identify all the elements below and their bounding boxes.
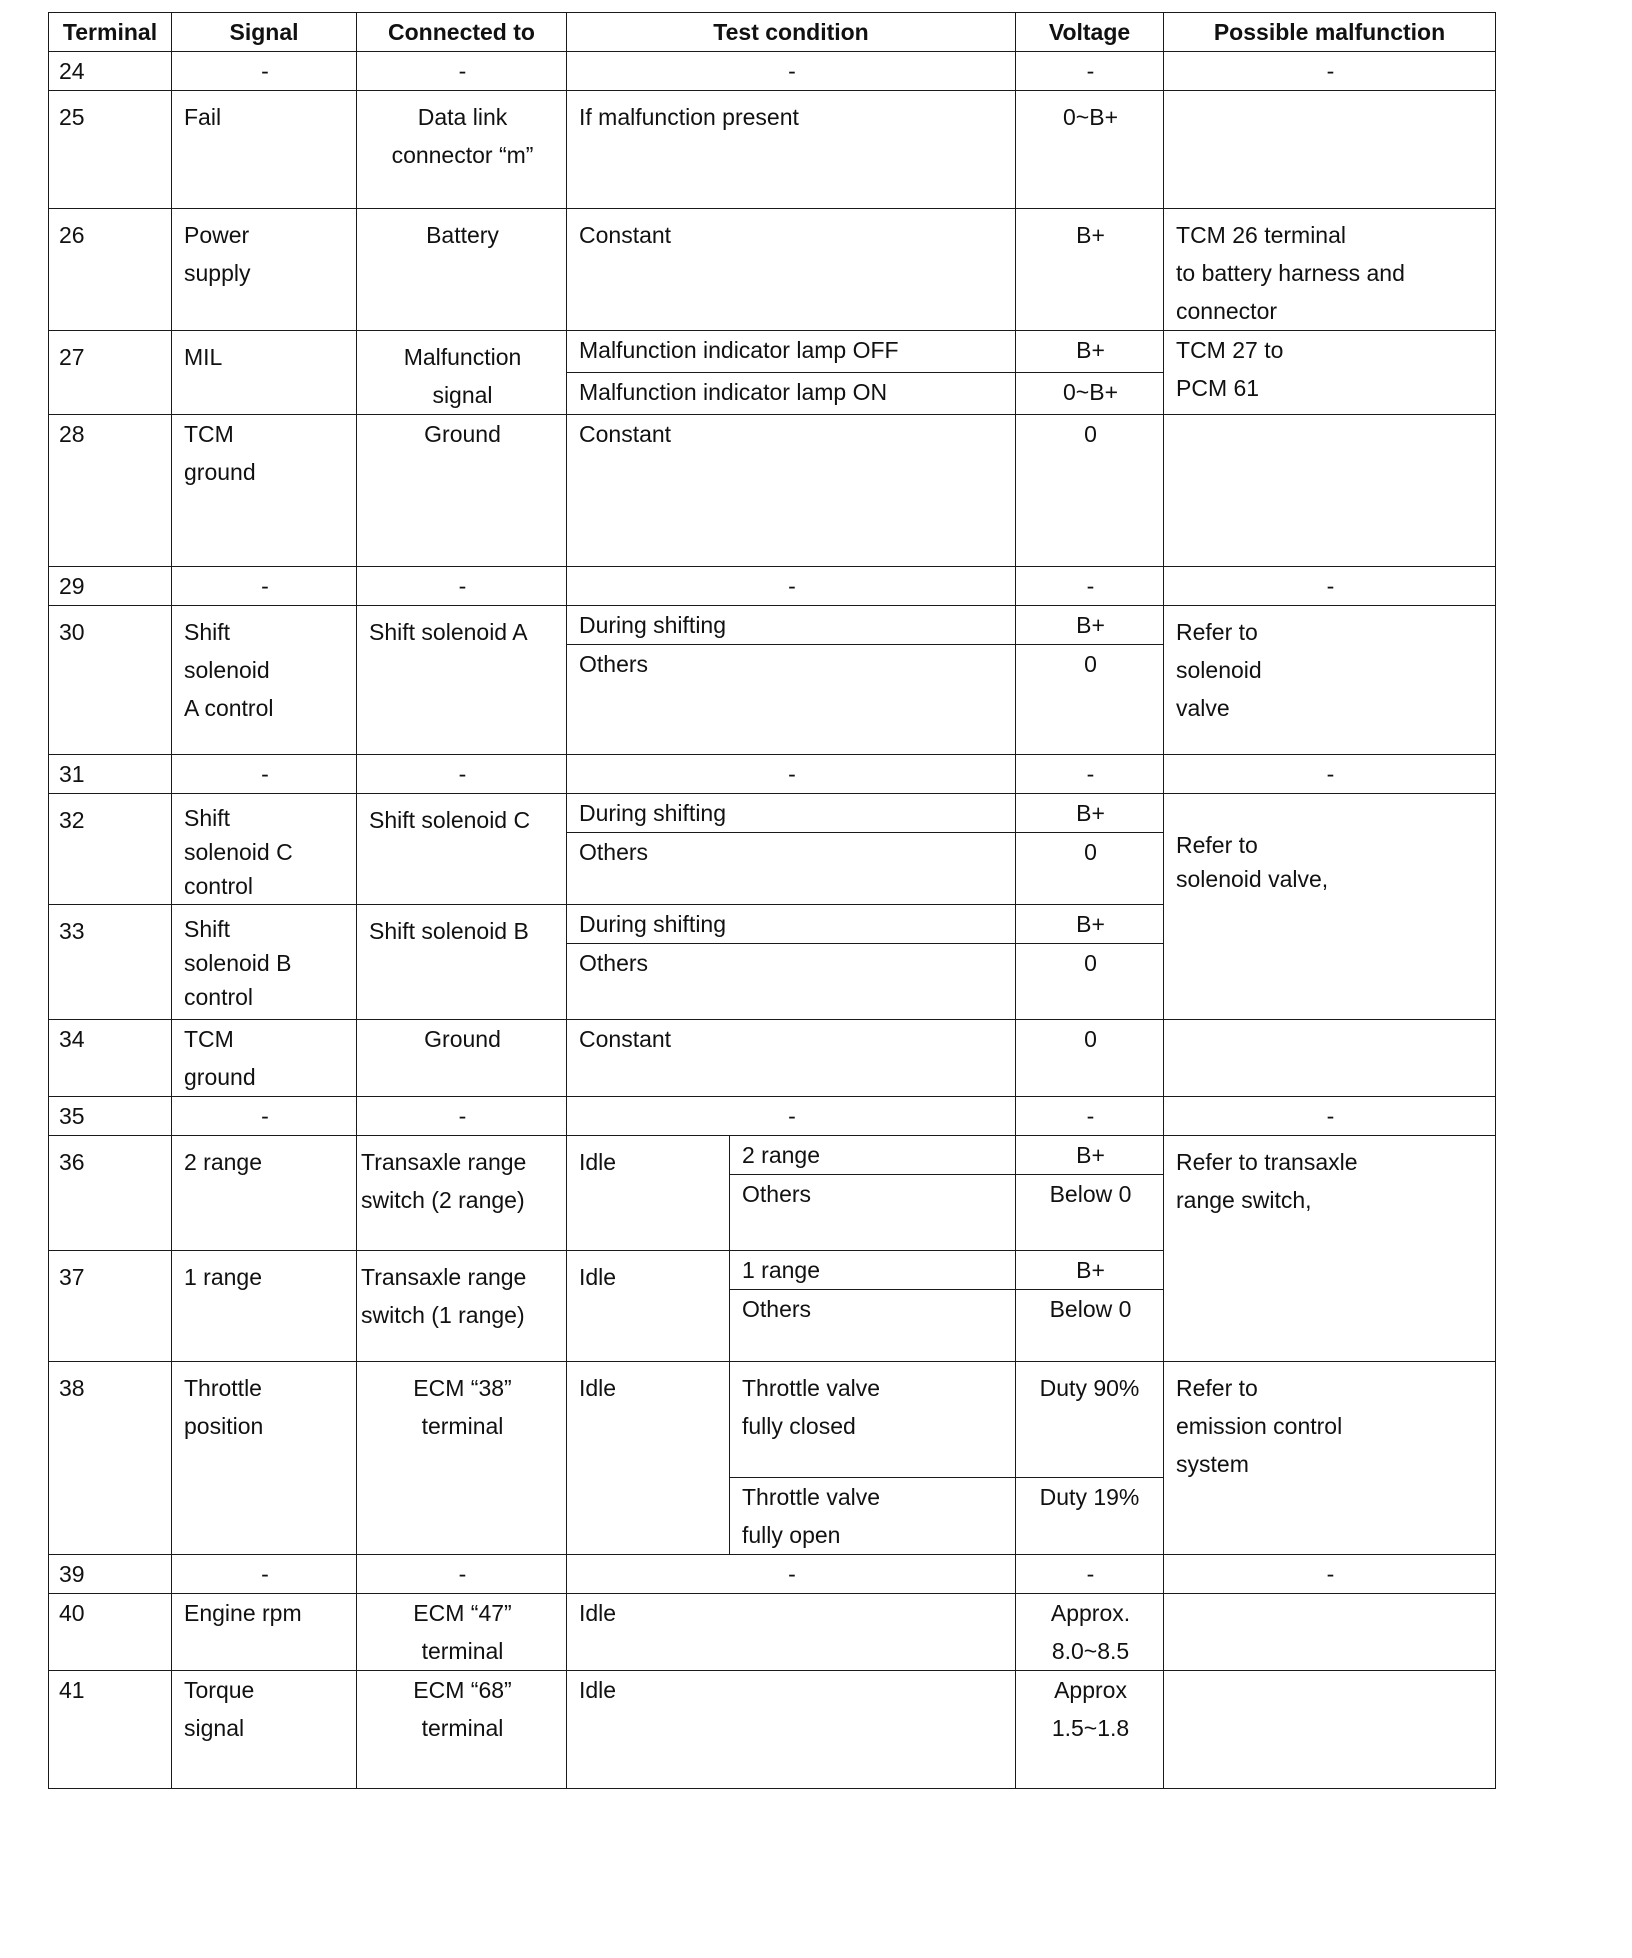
malfunction-cell: Refer to transaxle range switch, (1164, 1136, 1496, 1362)
condition-cell: Idle (567, 1136, 730, 1251)
voltage-cell: Approx 1.5~1.8 (1016, 1671, 1164, 1789)
terminal-voltage-table (48, 12, 1496, 1789)
connected-cell: ECM “38” terminal (357, 1362, 567, 1555)
test-cell: Others (567, 944, 1016, 1020)
empty-cell: - (172, 52, 357, 91)
test-cell: Others (567, 833, 1016, 905)
test-cell: Idle (567, 1594, 1016, 1671)
terminal-cell: 36 (49, 1136, 172, 1251)
terminal-cell: 41 (49, 1671, 172, 1789)
test-cell: Constant (567, 415, 1016, 567)
voltage-cell: B+ (1016, 905, 1164, 944)
voltage-cell: B+ (1016, 606, 1164, 645)
test-cell: During shifting (567, 905, 1016, 944)
empty-cell: - (567, 755, 1016, 794)
table-row (49, 1671, 1496, 1789)
voltage-cell: Duty 90% (1016, 1362, 1164, 1478)
empty-cell: - (567, 1097, 1016, 1136)
table-row (49, 1136, 1496, 1175)
connected-cell: Shift solenoid C (357, 794, 567, 905)
signal-cell: TCM ground (172, 1020, 357, 1097)
terminal-cell: 29 (49, 567, 172, 606)
voltage-cell: Below 0 (1016, 1175, 1164, 1251)
table-row (49, 606, 1496, 645)
terminal-cell: 37 (49, 1251, 172, 1362)
malfunction-cell: Refer to solenoid valve (1164, 606, 1496, 755)
voltage-cell: Duty 19% (1016, 1478, 1164, 1555)
malfunction-cell: Refer to solenoid valve, (1164, 794, 1496, 1020)
table-row (49, 52, 1496, 91)
connected-cell: Transaxle range switch (1 range) (357, 1251, 567, 1362)
malfunction-cell (1164, 91, 1496, 209)
table-row (49, 209, 1496, 331)
voltage-cell: B+ (1016, 1136, 1164, 1175)
test-cell: During shifting (567, 606, 1016, 645)
connected-cell: ECM “47” terminal (357, 1594, 567, 1671)
header-terminal: Terminal (49, 13, 172, 52)
empty-cell: - (357, 1555, 567, 1594)
terminal-cell: 30 (49, 606, 172, 755)
malfunction-cell (1164, 1671, 1496, 1789)
empty-cell: - (1016, 52, 1164, 91)
terminal-cell: 32 (49, 794, 172, 905)
table-row (49, 331, 1496, 373)
test-cell: Malfunction indicator lamp OFF (567, 331, 1016, 373)
voltage-cell: Approx. 8.0~8.5 (1016, 1594, 1164, 1671)
table-row (49, 794, 1496, 833)
empty-cell: - (172, 567, 357, 606)
voltage-cell: 0 (1016, 415, 1164, 567)
subcondition-cell: Others (730, 1175, 1016, 1251)
terminal-cell: 24 (49, 52, 172, 91)
voltage-cell: 0~B+ (1016, 373, 1164, 415)
terminal-cell: 25 (49, 91, 172, 209)
empty-cell: - (567, 1555, 1016, 1594)
signal-cell: TCM ground (172, 415, 357, 567)
header-test-condition: Test condition (567, 13, 1016, 52)
signal-cell: Fail (172, 91, 357, 209)
test-cell: Constant (567, 209, 1016, 331)
connected-cell: Ground (357, 415, 567, 567)
test-cell: Constant (567, 1020, 1016, 1097)
test-cell: Idle (567, 1671, 1016, 1789)
empty-cell: - (172, 755, 357, 794)
connected-cell: Shift solenoid B (357, 905, 567, 1020)
empty-cell: - (1016, 1555, 1164, 1594)
voltage-cell: B+ (1016, 1251, 1164, 1290)
condition-cell: Idle (567, 1362, 730, 1555)
subcondition-cell: Throttle valve fully closed (730, 1362, 1016, 1478)
empty-cell: - (1164, 1555, 1496, 1594)
terminal-cell: 33 (49, 905, 172, 1020)
voltage-cell: B+ (1016, 794, 1164, 833)
empty-cell: - (1164, 52, 1496, 91)
signal-cell: Shift solenoid C control (172, 794, 357, 905)
signal-cell: Shift solenoid A control (172, 606, 357, 755)
empty-cell: - (567, 567, 1016, 606)
connected-cell: Shift solenoid A (357, 606, 567, 755)
table-row (49, 567, 1496, 606)
empty-cell: - (1164, 1097, 1496, 1136)
terminal-cell: 26 (49, 209, 172, 331)
empty-cell: - (357, 52, 567, 91)
voltage-cell: 0~B+ (1016, 91, 1164, 209)
table-row (49, 415, 1496, 567)
signal-cell: Power supply (172, 209, 357, 331)
malfunction-cell: Refer to emission control system (1164, 1362, 1496, 1555)
connected-cell: Battery (357, 209, 567, 331)
signal-cell: Throttle position (172, 1362, 357, 1555)
empty-cell: - (1016, 755, 1164, 794)
empty-cell: - (172, 1555, 357, 1594)
signal-cell: Engine rpm (172, 1594, 357, 1671)
header-possible-malfunction: Possible malfunction (1164, 13, 1496, 52)
malfunction-cell: TCM 27 to PCM 61 (1164, 331, 1496, 415)
signal-cell: MIL (172, 331, 357, 415)
terminal-cell: 40 (49, 1594, 172, 1671)
empty-cell: - (1016, 1097, 1164, 1136)
malfunction-cell: TCM 26 terminal to battery harness and connector (1164, 209, 1496, 331)
signal-cell: 2 range (172, 1136, 357, 1251)
empty-cell: - (567, 52, 1016, 91)
condition-cell: Idle (567, 1251, 730, 1362)
header-connected-to: Connected to (357, 13, 567, 52)
subcondition-cell: 1 range (730, 1251, 1016, 1290)
malfunction-cell (1164, 1594, 1496, 1671)
connected-cell: Data link connector “m” (357, 91, 567, 209)
connected-cell: ECM “68” terminal (357, 1671, 567, 1789)
test-cell: If malfunction present (567, 91, 1016, 209)
header-signal: Signal (172, 13, 357, 52)
test-cell: Others (567, 645, 1016, 755)
connected-cell: Ground (357, 1020, 567, 1097)
signal-cell: Shift solenoid B control (172, 905, 357, 1020)
terminal-cell: 27 (49, 331, 172, 415)
malfunction-cell (1164, 1020, 1496, 1097)
terminal-cell: 31 (49, 755, 172, 794)
connected-cell: Transaxle range switch (2 range) (357, 1136, 567, 1251)
voltage-cell: 0 (1016, 944, 1164, 1020)
signal-cell: Torque signal (172, 1671, 357, 1789)
test-cell: Malfunction indicator lamp ON (567, 373, 1016, 415)
table-row (49, 1594, 1496, 1671)
voltage-cell: B+ (1016, 331, 1164, 373)
table-row (49, 1020, 1496, 1097)
subcondition-cell: Others (730, 1290, 1016, 1362)
voltage-cell: 0 (1016, 645, 1164, 755)
table-row (49, 1555, 1496, 1594)
subcondition-cell: 2 range (730, 1136, 1016, 1175)
voltage-cell: B+ (1016, 209, 1164, 331)
terminal-cell: 28 (49, 415, 172, 567)
empty-cell: - (357, 1097, 567, 1136)
voltage-cell: 0 (1016, 1020, 1164, 1097)
connected-cell: Malfunction signal (357, 331, 567, 415)
terminal-cell: 38 (49, 1362, 172, 1555)
terminal-cell: 35 (49, 1097, 172, 1136)
header-voltage: Voltage (1016, 13, 1164, 52)
empty-cell: - (357, 755, 567, 794)
subcondition-cell: Throttle valve fully open (730, 1478, 1016, 1555)
empty-cell: - (1164, 567, 1496, 606)
empty-cell: - (357, 567, 567, 606)
terminal-cell: 39 (49, 1555, 172, 1594)
table-row (49, 1097, 1496, 1136)
table-row (49, 91, 1496, 209)
table-row (49, 1362, 1496, 1478)
empty-cell: - (1016, 567, 1164, 606)
voltage-cell: Below 0 (1016, 1290, 1164, 1362)
signal-cell: 1 range (172, 1251, 357, 1362)
voltage-cell: 0 (1016, 833, 1164, 905)
empty-cell: - (1164, 755, 1496, 794)
table-row (49, 755, 1496, 794)
header-row (49, 13, 1496, 52)
test-cell: During shifting (567, 794, 1016, 833)
terminal-cell: 34 (49, 1020, 172, 1097)
malfunction-cell (1164, 415, 1496, 567)
empty-cell: - (172, 1097, 357, 1136)
